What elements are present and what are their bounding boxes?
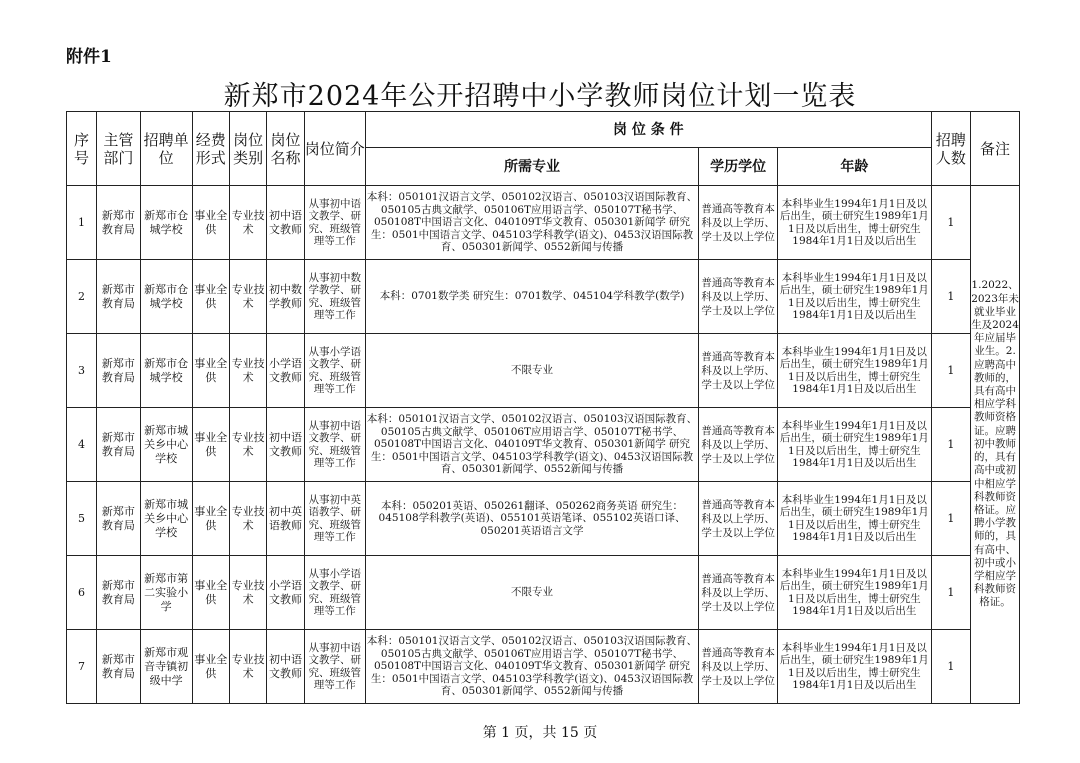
cell-category: 专业技术 (229, 482, 266, 556)
cell-position: 小学语文教师 (267, 556, 304, 630)
cell-age: 本科毕业生1994年1月1日及以后出生，硕士研究生1989年1月1日及以后出生，博士研究生1984年1月1日及以后出生 (778, 482, 932, 556)
cell-seq: 5 (67, 482, 97, 556)
cell-category: 专业技术 (229, 408, 266, 482)
cell-age: 本科毕业生1994年1月1日及以后出生，硕士研究生1989年1月1日及以后出生，博士研究生1984年1月1日及以后出生 (778, 334, 932, 408)
cell-unit: 新郑市仓城学校 (140, 186, 192, 260)
attachment-label: 附件1 (66, 47, 112, 67)
header-unit: 招聘单位 (140, 112, 192, 186)
cell-major: 本科：050201英语、050261翻译、050262商务英语 研究生：045108学科教学(英语)、055101英语笔译、055102英语口译、050201英语语言文学 (365, 482, 698, 556)
page-title: 新郑市2024年公开招聘中小学教师岗位计划一览表 (223, 81, 857, 112)
cell-seq: 2 (67, 260, 97, 334)
cell-major: 不限专业 (365, 556, 698, 630)
header-seq: 序号 (67, 112, 97, 186)
cell-seq: 6 (67, 556, 97, 630)
cell-category: 专业技术 (229, 334, 266, 408)
cell-major: 本科：050101汉语言文学、050102汉语言、050103汉语国际教育、050105古典文献学、050106T应用语言学、050107T秘书学、050108T中国语言文化、040109T华文教育、050301新闻学 研究生：0501中国语言文学、045103学科教学(语文)、0453汉语国际教育、050301新闻学、0552新闻与传播 (365, 408, 698, 482)
cell-seq: 7 (67, 630, 97, 704)
cell-major: 不限专业 (365, 334, 698, 408)
cell-position: 初中语文教师 (267, 186, 304, 260)
position-plan-table (66, 111, 1020, 704)
cell-count: 1 (931, 408, 970, 482)
header-position: 岗位名称 (267, 112, 304, 186)
cell-major: 本科：050101汉语言文学、050102汉语言、050103汉语国际教育、050105古典文献学、050106T应用语言学、050107T秘书学、050108T中国语言文化、040109T华文教育、050301新闻学 研究生：0501中国语言文学、045103学科教学(语文)、0453汉语国际教育、050301新闻学、0552新闻与传播 (365, 630, 698, 704)
table-row (67, 556, 1020, 630)
header-intro: 岗位简介 (304, 112, 365, 186)
cell-major: 本科：050101汉语言文学、050102汉语言、050103汉语国际教育、050105古典文献学、050106T应用语言学、050107T秘书学、050108T中国语言文化、040109T华文教育、050301新闻学 研究生：0501中国语言文学、045103学科教学(语文)、0453汉语国际教育、050301新闻学、0552新闻与传播 (365, 186, 698, 260)
cell-education: 普通高等教育本科及以上学历、学士及以上学位 (699, 408, 778, 482)
cell-age: 本科毕业生1994年1月1日及以后出生，硕士研究生1989年1月1日及以后出生，博士研究生1984年1月1日及以后出生 (778, 630, 932, 704)
cell-category: 专业技术 (229, 260, 266, 334)
cell-intro: 从事小学语文教学、研究、班级管理等工作 (304, 556, 365, 630)
table-row (67, 630, 1020, 704)
cell-category: 专业技术 (229, 186, 266, 260)
header-age: 年龄 (778, 148, 932, 186)
cell-position: 初中数学教师 (267, 260, 304, 334)
cell-dept: 新郑市教育局 (97, 186, 141, 260)
page-footer: 第 1 页，共 15 页 (482, 725, 598, 741)
cell-position: 小学语文教师 (267, 334, 304, 408)
cell-position: 初中语文教师 (267, 630, 304, 704)
cell-position: 初中语文教师 (267, 408, 304, 482)
cell-intro: 从事初中语文教学、研究、班级管理等工作 (304, 408, 365, 482)
cell-count: 1 (931, 260, 970, 334)
cell-count: 1 (931, 186, 970, 260)
cell-funding: 事业全供 (192, 408, 229, 482)
cell-funding: 事业全供 (192, 260, 229, 334)
cell-education: 普通高等教育本科及以上学历、学士及以上学位 (699, 556, 778, 630)
cell-unit: 新郑市城关乡中心学校 (140, 408, 192, 482)
cell-seq: 3 (67, 334, 97, 408)
cell-dept: 新郑市教育局 (97, 482, 141, 556)
table-row (67, 260, 1020, 334)
cell-age: 本科毕业生1994年1月1日及以后出生，硕士研究生1989年1月1日及以后出生，博士研究生1984年1月1日及以后出生 (778, 260, 932, 334)
header-category: 岗位类别 (229, 112, 266, 186)
cell-education: 普通高等教育本科及以上学历、学士及以上学位 (699, 260, 778, 334)
cell-dept: 新郑市教育局 (97, 556, 141, 630)
cell-education: 普通高等教育本科及以上学历、学士及以上学位 (699, 334, 778, 408)
header-dept: 主管部门 (97, 112, 141, 186)
cell-count: 1 (931, 334, 970, 408)
cell-unit: 新郑市仓城学校 (140, 334, 192, 408)
header-major: 所需专业 (365, 148, 698, 186)
cell-age: 本科毕业生1994年1月1日及以后出生，硕士研究生1989年1月1日及以后出生，博士研究生1984年1月1日及以后出生 (778, 556, 932, 630)
cell-education: 普通高等教育本科及以上学历、学士及以上学位 (699, 186, 778, 260)
cell-count: 1 (931, 630, 970, 704)
cell-funding: 事业全供 (192, 556, 229, 630)
cell-education: 普通高等教育本科及以上学历、学士及以上学位 (699, 482, 778, 556)
cell-age: 本科毕业生1994年1月1日及以后出生，硕士研究生1989年1月1日及以后出生，博士研究生1984年1月1日及以后出生 (778, 186, 932, 260)
cell-unit: 新郑市观音寺镇初级中学 (140, 630, 192, 704)
cell-intro: 从事初中英语教学、研究、班级管理等工作 (304, 482, 365, 556)
cell-count: 1 (931, 556, 970, 630)
header-conditions: 岗 位 条 件 (365, 112, 931, 148)
cell-dept: 新郑市教育局 (97, 408, 141, 482)
cell-category: 专业技术 (229, 630, 266, 704)
cell-funding: 事业全供 (192, 630, 229, 704)
cell-category: 专业技术 (229, 556, 266, 630)
table-row (67, 334, 1020, 408)
cell-unit: 新郑市仓城学校 (140, 260, 192, 334)
header-count: 招聘人数 (931, 112, 970, 186)
cell-seq: 1 (67, 186, 97, 260)
cell-count: 1 (931, 482, 970, 556)
cell-funding: 事业全供 (192, 482, 229, 556)
cell-unit: 新郑市城关乡中心学校 (140, 482, 192, 556)
cell-major: 本科：0701数学类 研究生：0701数学、045104学科教学(数学) (365, 260, 698, 334)
cell-intro: 从事初中数学教学、研究、班级管理等工作 (304, 260, 365, 334)
cell-intro: 从事初中语文教学、研究、班级管理等工作 (304, 630, 365, 704)
header-funding: 经费形式 (192, 112, 229, 186)
cell-position: 初中英语教师 (267, 482, 304, 556)
cell-seq: 4 (67, 408, 97, 482)
cell-funding: 事业全供 (192, 186, 229, 260)
table-row (67, 482, 1020, 556)
cell-dept: 新郑市教育局 (97, 630, 141, 704)
cell-age: 本科毕业生1994年1月1日及以后出生，硕士研究生1989年1月1日及以后出生，博士研究生1984年1月1日及以后出生 (778, 408, 932, 482)
cell-intro: 从事小学语文教学、研究、班级管理等工作 (304, 334, 365, 408)
table-row (67, 186, 1020, 260)
header-remark: 备注 (971, 112, 1020, 186)
header-education: 学历学位 (699, 148, 778, 186)
cell-intro: 从事初中语文教学、研究、班级管理等工作 (304, 186, 365, 260)
cell-dept: 新郑市教育局 (97, 260, 141, 334)
remark-cell: 1.2022、2023年未就业毕业生及2024年应届毕业生。2.应聘高中教师的，具有高中相应学科教师资格证。应聘初中教师的，具有高中或初中相应学科教师资格证。应聘小学教师的，具有高中、初中或小学相应学科教师资格证。 (971, 186, 1020, 704)
cell-education: 普通高等教育本科及以上学历、学士及以上学位 (699, 630, 778, 704)
table-row (67, 408, 1020, 482)
cell-unit: 新郑市第二实验小学 (140, 556, 192, 630)
cell-funding: 事业全供 (192, 334, 229, 408)
cell-dept: 新郑市教育局 (97, 334, 141, 408)
